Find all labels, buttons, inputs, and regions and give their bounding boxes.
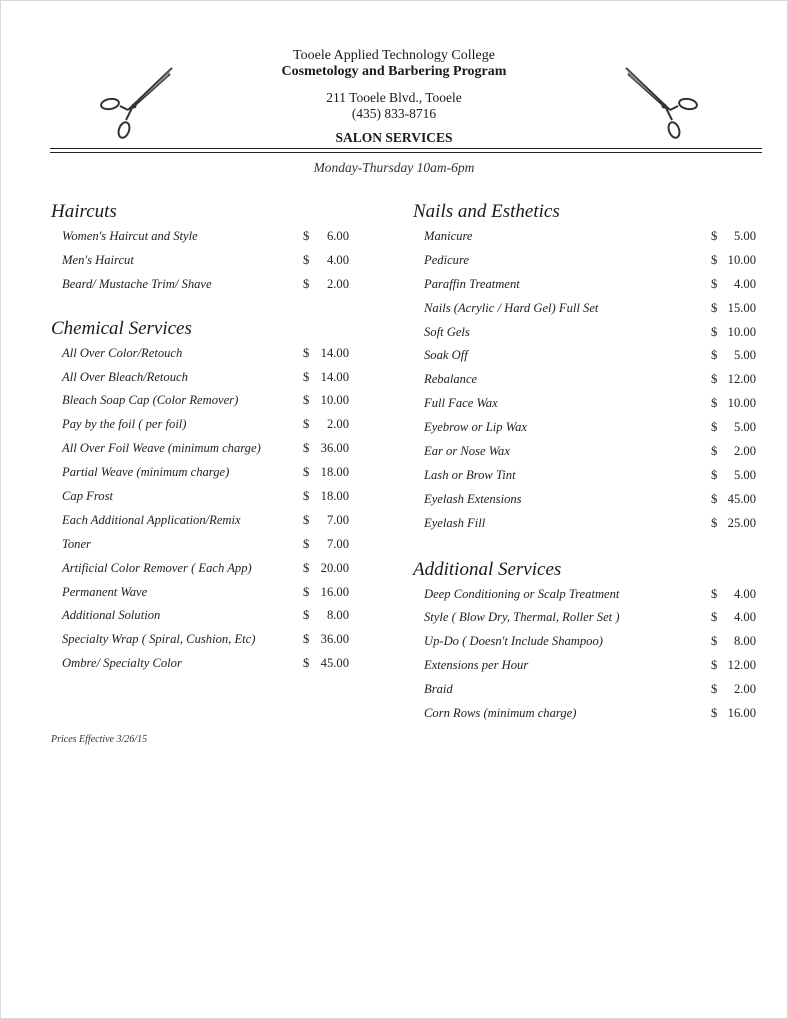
left-column [51,199,351,675]
price-row [413,272,758,296]
currency-symbol: $ [711,515,718,530]
service-name: Cap Frost [62,489,113,504]
price-row [413,463,758,487]
service-price: 5.00 [733,467,756,482]
service-name: Rebalance [424,372,478,387]
price-row [413,511,758,535]
price-row [51,532,351,556]
price-row [51,388,351,412]
section-additional-services [413,557,758,725]
service-name: Each Additional Application/Remix [62,512,241,527]
price-row [51,556,351,580]
service-price: 20.00 [320,560,349,575]
service-name: All Over Foil Weave (minimum charge) [62,441,261,456]
service-name: Pay by the foil ( per foil) [62,417,187,432]
currency-symbol: $ [711,348,718,363]
currency-symbol: $ [711,586,718,601]
price-row [413,415,758,439]
price-row [51,224,351,248]
service-name: Paraffin Treatment [424,276,520,291]
currency-symbol: $ [711,491,718,506]
service-price: 14.00 [320,369,349,384]
service-price: 2.00 [733,682,756,697]
price-row [51,508,351,532]
price-row [51,272,351,296]
service-price: 16.00 [727,706,756,721]
service-price: 2.00 [733,444,756,459]
service-name: Toner [62,536,91,551]
price-row [51,627,351,651]
service-price: 7.00 [326,512,349,527]
price-row [51,341,351,365]
service-name: Women's Haircut and Style [62,229,198,243]
currency-symbol: $ [303,393,310,408]
section-haircuts [51,199,351,296]
service-price: 45.00 [320,656,349,671]
currency-symbol: $ [711,276,718,291]
currency-symbol: $ [303,441,310,456]
business-hours: Monday-Thursday 10am-6pm [313,160,475,175]
service-price: 10.00 [727,252,756,267]
currency-symbol: $ [711,658,718,673]
currency-symbol: $ [303,512,310,527]
price-row [413,677,758,701]
currency-symbol: $ [711,420,718,435]
service-name: Eyebrow or Lip Wax [424,420,527,435]
service-name: Lash or Brow Tint [424,467,516,482]
currency-symbol: $ [303,229,310,243]
service-price: 12.00 [727,372,756,387]
currency-symbol: $ [303,536,310,551]
service-name: Ombre/ Specialty Color [62,656,182,671]
currency-symbol: $ [711,444,718,459]
service-name: Additional Solution [62,608,161,623]
currency-symbol: $ [303,608,310,623]
service-price: 2.00 [326,276,349,291]
section-title: Haircuts [51,201,117,222]
currency-symbol: $ [303,560,310,575]
service-price: 7.00 [326,536,349,551]
service-price: 5.00 [733,420,756,435]
price-row [51,436,351,460]
section-nails-esthetics [413,199,758,535]
college-name: Tooele Applied Technology College [293,48,495,63]
currency-symbol: $ [303,369,310,384]
price-row [413,320,758,344]
service-price: 4.00 [733,610,756,625]
price-row [51,365,351,389]
service-name: Up-Do ( Doesn't Include Shampoo) [424,634,603,649]
document-subtitle: SALON SERVICES [335,130,453,145]
service-name: Braid [424,682,453,697]
price-row [51,412,351,436]
currency-symbol: $ [303,276,310,291]
price-row [413,582,758,606]
service-name: All Over Bleach/Retouch [62,369,188,384]
service-name: All Over Color/Retouch [62,345,183,360]
service-name: Manicure [424,229,473,243]
service-name: Extensions per Hour [424,658,529,673]
service-price: 18.00 [320,489,349,504]
price-row [413,248,758,272]
service-name: Eyelash Fill [424,515,486,530]
service-name: Soft Gels [424,324,470,339]
price-row [413,439,758,463]
currency-symbol: $ [303,584,310,599]
currency-symbol: $ [711,610,718,625]
price-row [413,487,758,511]
price-row [413,343,758,367]
currency-symbol: $ [711,300,718,315]
header-rule [50,148,762,153]
phone: (435) 833-8716 [351,106,437,121]
price-row [413,629,758,653]
currency-symbol: $ [711,706,718,721]
service-price: 16.00 [320,584,349,599]
currency-symbol: $ [303,417,310,432]
currency-symbol: $ [711,634,718,649]
section-title: Additional Services [413,558,562,580]
currency-symbol: $ [711,467,718,482]
service-name: Beard/ Mustache Trim/ Shave [62,276,212,291]
currency-symbol: $ [711,229,718,243]
price-row [51,248,351,272]
currency-symbol: $ [303,632,310,647]
service-price: 4.00 [733,586,756,601]
service-price: 45.00 [727,491,756,506]
currency-symbol: $ [303,656,310,671]
program-name: Cosmetology and Barbering Program [281,64,507,79]
service-price: 36.00 [320,441,349,456]
service-price: 10.00 [727,396,756,411]
currency-symbol: $ [303,252,310,267]
service-name: Deep Conditioning or Scalp Treatment [424,586,620,601]
service-price: 12.00 [727,658,756,673]
section-title: Chemical Services [51,317,192,339]
currency-symbol: $ [303,345,310,360]
service-name: Bleach Soap Cap (Color Remover) [62,393,239,408]
service-price: 8.00 [733,634,756,649]
service-name: Full Face Wax [424,396,498,411]
service-name: Permanent Wave [62,584,148,599]
currency-symbol: $ [711,324,718,339]
price-row [413,701,758,725]
price-row [51,460,351,484]
price-row [51,484,351,508]
currency-symbol: $ [711,372,718,387]
service-name: Partial Weave (minimum charge) [62,465,230,480]
service-name: Soak Off [424,348,468,363]
service-price: 5.00 [733,348,756,363]
price-row [51,651,351,675]
service-price: 4.00 [733,276,756,291]
service-price: 18.00 [320,465,349,480]
currency-symbol: $ [711,252,718,267]
price-row [413,296,758,320]
service-price: 10.00 [320,393,349,408]
prices-effective-note: Prices Effective 3/26/15 [51,734,148,745]
service-price: 4.00 [326,252,349,267]
service-name: Nails (Acrylic / Hard Gel) Full Set [424,300,599,315]
right-column [413,199,758,725]
document-header [0,47,788,146]
currency-symbol: $ [711,396,718,411]
service-name: Corn Rows (minimum charge) [424,706,577,721]
service-price: 10.00 [727,324,756,339]
service-price: 36.00 [320,632,349,647]
service-price: 6.00 [326,229,349,243]
currency-symbol: $ [303,465,310,480]
service-name: Men's Haircut [62,252,134,267]
price-row [413,653,758,677]
section-chemical-services [51,316,351,675]
price-row [413,391,758,415]
service-name: Artificial Color Remover ( Each App) [62,560,252,575]
price-row [413,605,758,629]
service-name: Ear or Nose Wax [424,444,510,459]
price-row [413,224,758,248]
service-price: 2.00 [326,417,349,432]
service-price: 15.00 [727,300,756,315]
price-row [413,367,758,391]
service-name: Specialty Wrap ( Spiral, Cushion, Etc) [62,632,256,647]
service-price: 25.00 [727,515,756,530]
price-row [51,603,351,627]
service-name: Pedicure [424,252,469,267]
service-price: 14.00 [320,345,349,360]
service-price: 8.00 [326,608,349,623]
service-name: Eyelash Extensions [424,491,522,506]
section-title: Nails and Esthetics [413,201,560,222]
currency-symbol: $ [711,682,718,697]
service-price: 5.00 [733,229,756,243]
currency-symbol: $ [303,489,310,504]
price-row [51,580,351,604]
address: 211 Tooele Blvd., Tooele [326,90,462,105]
service-name: Style ( Blow Dry, Thermal, Roller Set ) [424,610,620,625]
